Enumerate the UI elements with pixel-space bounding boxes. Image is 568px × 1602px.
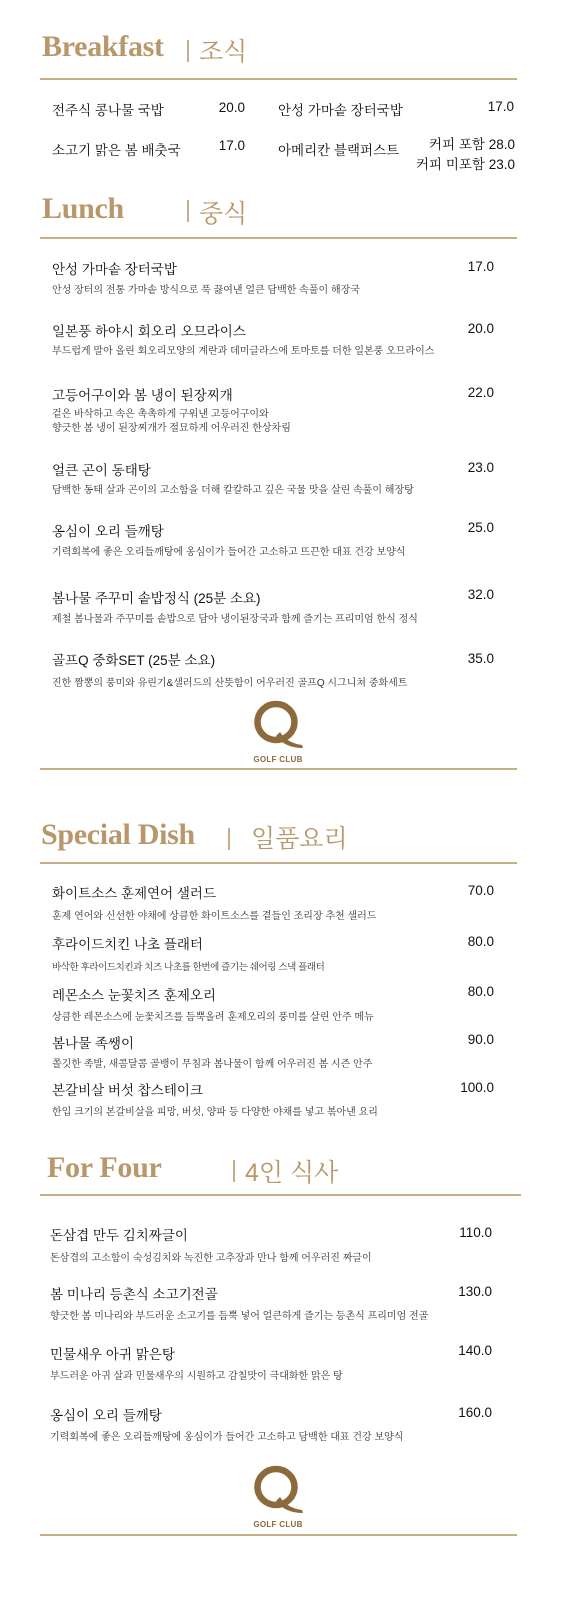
section-rule bbox=[40, 862, 517, 864]
for-four-title-ko: 4인 식사 bbox=[245, 1159, 339, 1187]
menu-item-name: 골프Q 중화SET (25분 소요) bbox=[52, 653, 216, 668]
menu-item-name: 옹심이 오리 들깨탕 bbox=[50, 1408, 162, 1423]
menu-item-price-with-coffee: 커피 포함 28.0 bbox=[429, 137, 515, 152]
menu-item-price: 17.0 bbox=[467, 259, 494, 274]
golf-club-logo bbox=[238, 1465, 318, 1529]
golf-club-logo bbox=[238, 700, 318, 764]
title-divider bbox=[187, 200, 189, 222]
menu-item-price: 35.0 bbox=[467, 651, 494, 666]
menu-item-name: 안성 가마솥 장터국밥 bbox=[52, 262, 177, 277]
menu-item-name: 후라이드치킨 나초 플래터 bbox=[52, 937, 203, 952]
for-four-title: For Four bbox=[47, 1151, 162, 1184]
golf-club-label: GOLF CLUB bbox=[253, 1520, 303, 1529]
menu-item-price: 20.0 bbox=[218, 100, 245, 115]
golf-club-label: GOLF CLUB bbox=[253, 755, 303, 764]
menu-item-price: 160.0 bbox=[458, 1405, 492, 1420]
section-rule bbox=[40, 78, 517, 80]
section-rule bbox=[40, 768, 517, 770]
menu-item-description: 담백한 동태 살과 곤이의 고소함을 더해 칼칼하고 깊은 국물 맛을 살린 속풀이 해장탕 bbox=[52, 485, 414, 496]
menu-item-description: 부드러운 아귀 살과 민물새우의 시원하고 감칠맛이 극대화한 맑은 탕 bbox=[50, 1371, 343, 1382]
menu-item-price: 100.0 bbox=[460, 1080, 494, 1095]
menu-item-name: 돈삼겹 만두 김치짜글이 bbox=[50, 1228, 188, 1243]
menu-item-description: 돈삼겹의 고소함이 숙성김치와 녹진한 고추장과 만나 함께 어우러진 짜글이 bbox=[50, 1253, 372, 1264]
section-rule bbox=[40, 237, 517, 239]
menu-item-description: 겉은 바삭하고 속은 촉촉하게 구워낸 고등어구이와 bbox=[52, 409, 269, 420]
special-dish-title-ko: 일품요리 bbox=[251, 825, 348, 853]
menu-item-name: 민물새우 아귀 맑은탕 bbox=[50, 1347, 175, 1362]
menu-item-price: 80.0 bbox=[467, 934, 494, 949]
menu-item-name: 화이트소스 훈제연어 샐러드 bbox=[52, 886, 216, 901]
menu-item-price: 70.0 bbox=[467, 883, 494, 898]
menu-item-price: 32.0 bbox=[467, 587, 494, 602]
special-dish-title: Special Dish bbox=[41, 818, 195, 851]
menu-item-name: 고등어구이와 봄 냉이 된장찌개 bbox=[52, 388, 233, 403]
menu-item-price: 22.0 bbox=[467, 385, 494, 400]
menu-item-price: 23.0 bbox=[467, 460, 494, 475]
menu-item-price: 90.0 bbox=[467, 1032, 494, 1047]
menu-item-description: 제철 봄나물과 주꾸미를 솥밥으로 담아 냉이된장국과 함께 즐기는 프리미엄 한식 정식 bbox=[52, 614, 418, 625]
menu-item-description: 안성 장터의 전통 가마솥 방식으로 푹 끓여낸 얼큰 담백한 속풀이 해장국 bbox=[52, 285, 360, 296]
menu-item-description: 바삭한 후라이드치킨과 치즈 나초를 한번에 즐기는 쉐어링 스낵 플래터 bbox=[52, 962, 325, 973]
menu-item-price: 130.0 bbox=[458, 1284, 492, 1299]
menu-item-description: 훈제 연어와 신선한 야채에 상큼한 화이트소스를 곁들인 조리장 추천 샐러드 bbox=[52, 911, 377, 922]
menu-item-name: 아메리칸 블랙퍼스트 bbox=[278, 143, 400, 158]
menu-item-price: 110.0 bbox=[459, 1225, 492, 1240]
section-rule bbox=[40, 1534, 517, 1536]
breakfast-title-ko: 조식 bbox=[199, 38, 248, 66]
menu-item-name: 봄 미나리 등촌식 소고기전골 bbox=[50, 1287, 218, 1302]
menu-item-price: 25.0 bbox=[467, 520, 494, 535]
q-logo-icon bbox=[249, 1465, 307, 1515]
menu-item-price: 20.0 bbox=[467, 321, 494, 336]
menu-item-name: 봄나물 족쌩이 bbox=[52, 1036, 134, 1051]
section-rule bbox=[40, 1194, 521, 1196]
title-divider bbox=[233, 1160, 235, 1182]
menu-item-description: 한입 크기의 본갈비살을 피망, 버섯, 양파 등 다양한 야채를 넣고 볶아낸 요리 bbox=[52, 1107, 378, 1118]
menu-item-name: 본갈비살 버섯 찹스테이크 bbox=[52, 1083, 203, 1098]
menu-item-description: 상큼한 레몬소스에 눈꽃치즈를 듬뿍올려 훈제오리의 풍미를 살린 안주 메뉴 bbox=[52, 1012, 374, 1023]
menu-item-price: 17.0 bbox=[487, 99, 514, 114]
menu-item-price: 140.0 bbox=[458, 1343, 492, 1358]
title-divider bbox=[187, 40, 189, 62]
menu-item-name: 전주식 콩나물 국밥 bbox=[52, 103, 164, 118]
lunch-title: Lunch bbox=[42, 192, 124, 225]
menu-item-price: 17.0 bbox=[218, 138, 245, 153]
menu-item-description: 부드럽게 말아 올린 회오리모양의 계란과 데미글라스에 토마토를 더한 일본풍 오므라이스 bbox=[52, 346, 435, 357]
menu-item-name: 봄나물 주꾸미 솥밥정식 (25분 소요) bbox=[52, 591, 261, 606]
menu-item-description: 향긋한 봄 미나리와 부드러운 소고기를 듬뿍 넣어 얼큰하게 즐기는 등촌식 프리미엄 전골 bbox=[50, 1311, 429, 1322]
menu-item-price: 80.0 bbox=[467, 984, 494, 999]
menu-item-name: 안성 가마솥 장터국밥 bbox=[278, 103, 403, 118]
menu-item-price-without-coffee: 커피 미포함 23.0 bbox=[416, 157, 515, 172]
menu-item-description-line2: 향긋한 봄 냉이 된장찌개가 절묘하게 어우러진 한상차림 bbox=[52, 423, 291, 434]
q-logo-icon bbox=[249, 700, 307, 750]
menu-item-name: 레몬소스 눈꽃치즈 훈제오리 bbox=[52, 988, 216, 1003]
menu-item-name: 소고기 맑은 봄 배춧국 bbox=[52, 143, 181, 158]
lunch-title-ko: 중식 bbox=[199, 200, 248, 228]
menu-item-description: 기력회복에 좋은 오리들깨탕에 옹심이가 들어간 고소하고 뜨끈한 대표 건강 보양식 bbox=[52, 547, 406, 558]
menu-item-name: 얼큰 곤이 동태탕 bbox=[52, 463, 151, 478]
menu-item-description: 진한 짬뽕의 풍미와 유린기&샐러드의 산뜻함이 어우러진 골프Q 시그니쳐 중화세트 bbox=[52, 678, 408, 689]
menu-item-description: 쫄깃한 족발, 새콤달콤 골뱅이 무침과 봄나물이 함께 어우러진 봄 시즌 안주 bbox=[52, 1059, 373, 1070]
menu-item-name: 옹심이 오리 들깨탕 bbox=[52, 524, 164, 539]
breakfast-title: Breakfast bbox=[42, 30, 164, 63]
menu-item-name: 일본풍 하야시 회오리 오므라이스 bbox=[52, 324, 246, 339]
menu-item-description: 기력회복에 좋은 오리들깨탕에 옹심이가 들어간 고소하고 담백한 대표 건강 보양식 bbox=[50, 1432, 404, 1443]
title-divider bbox=[228, 828, 230, 850]
